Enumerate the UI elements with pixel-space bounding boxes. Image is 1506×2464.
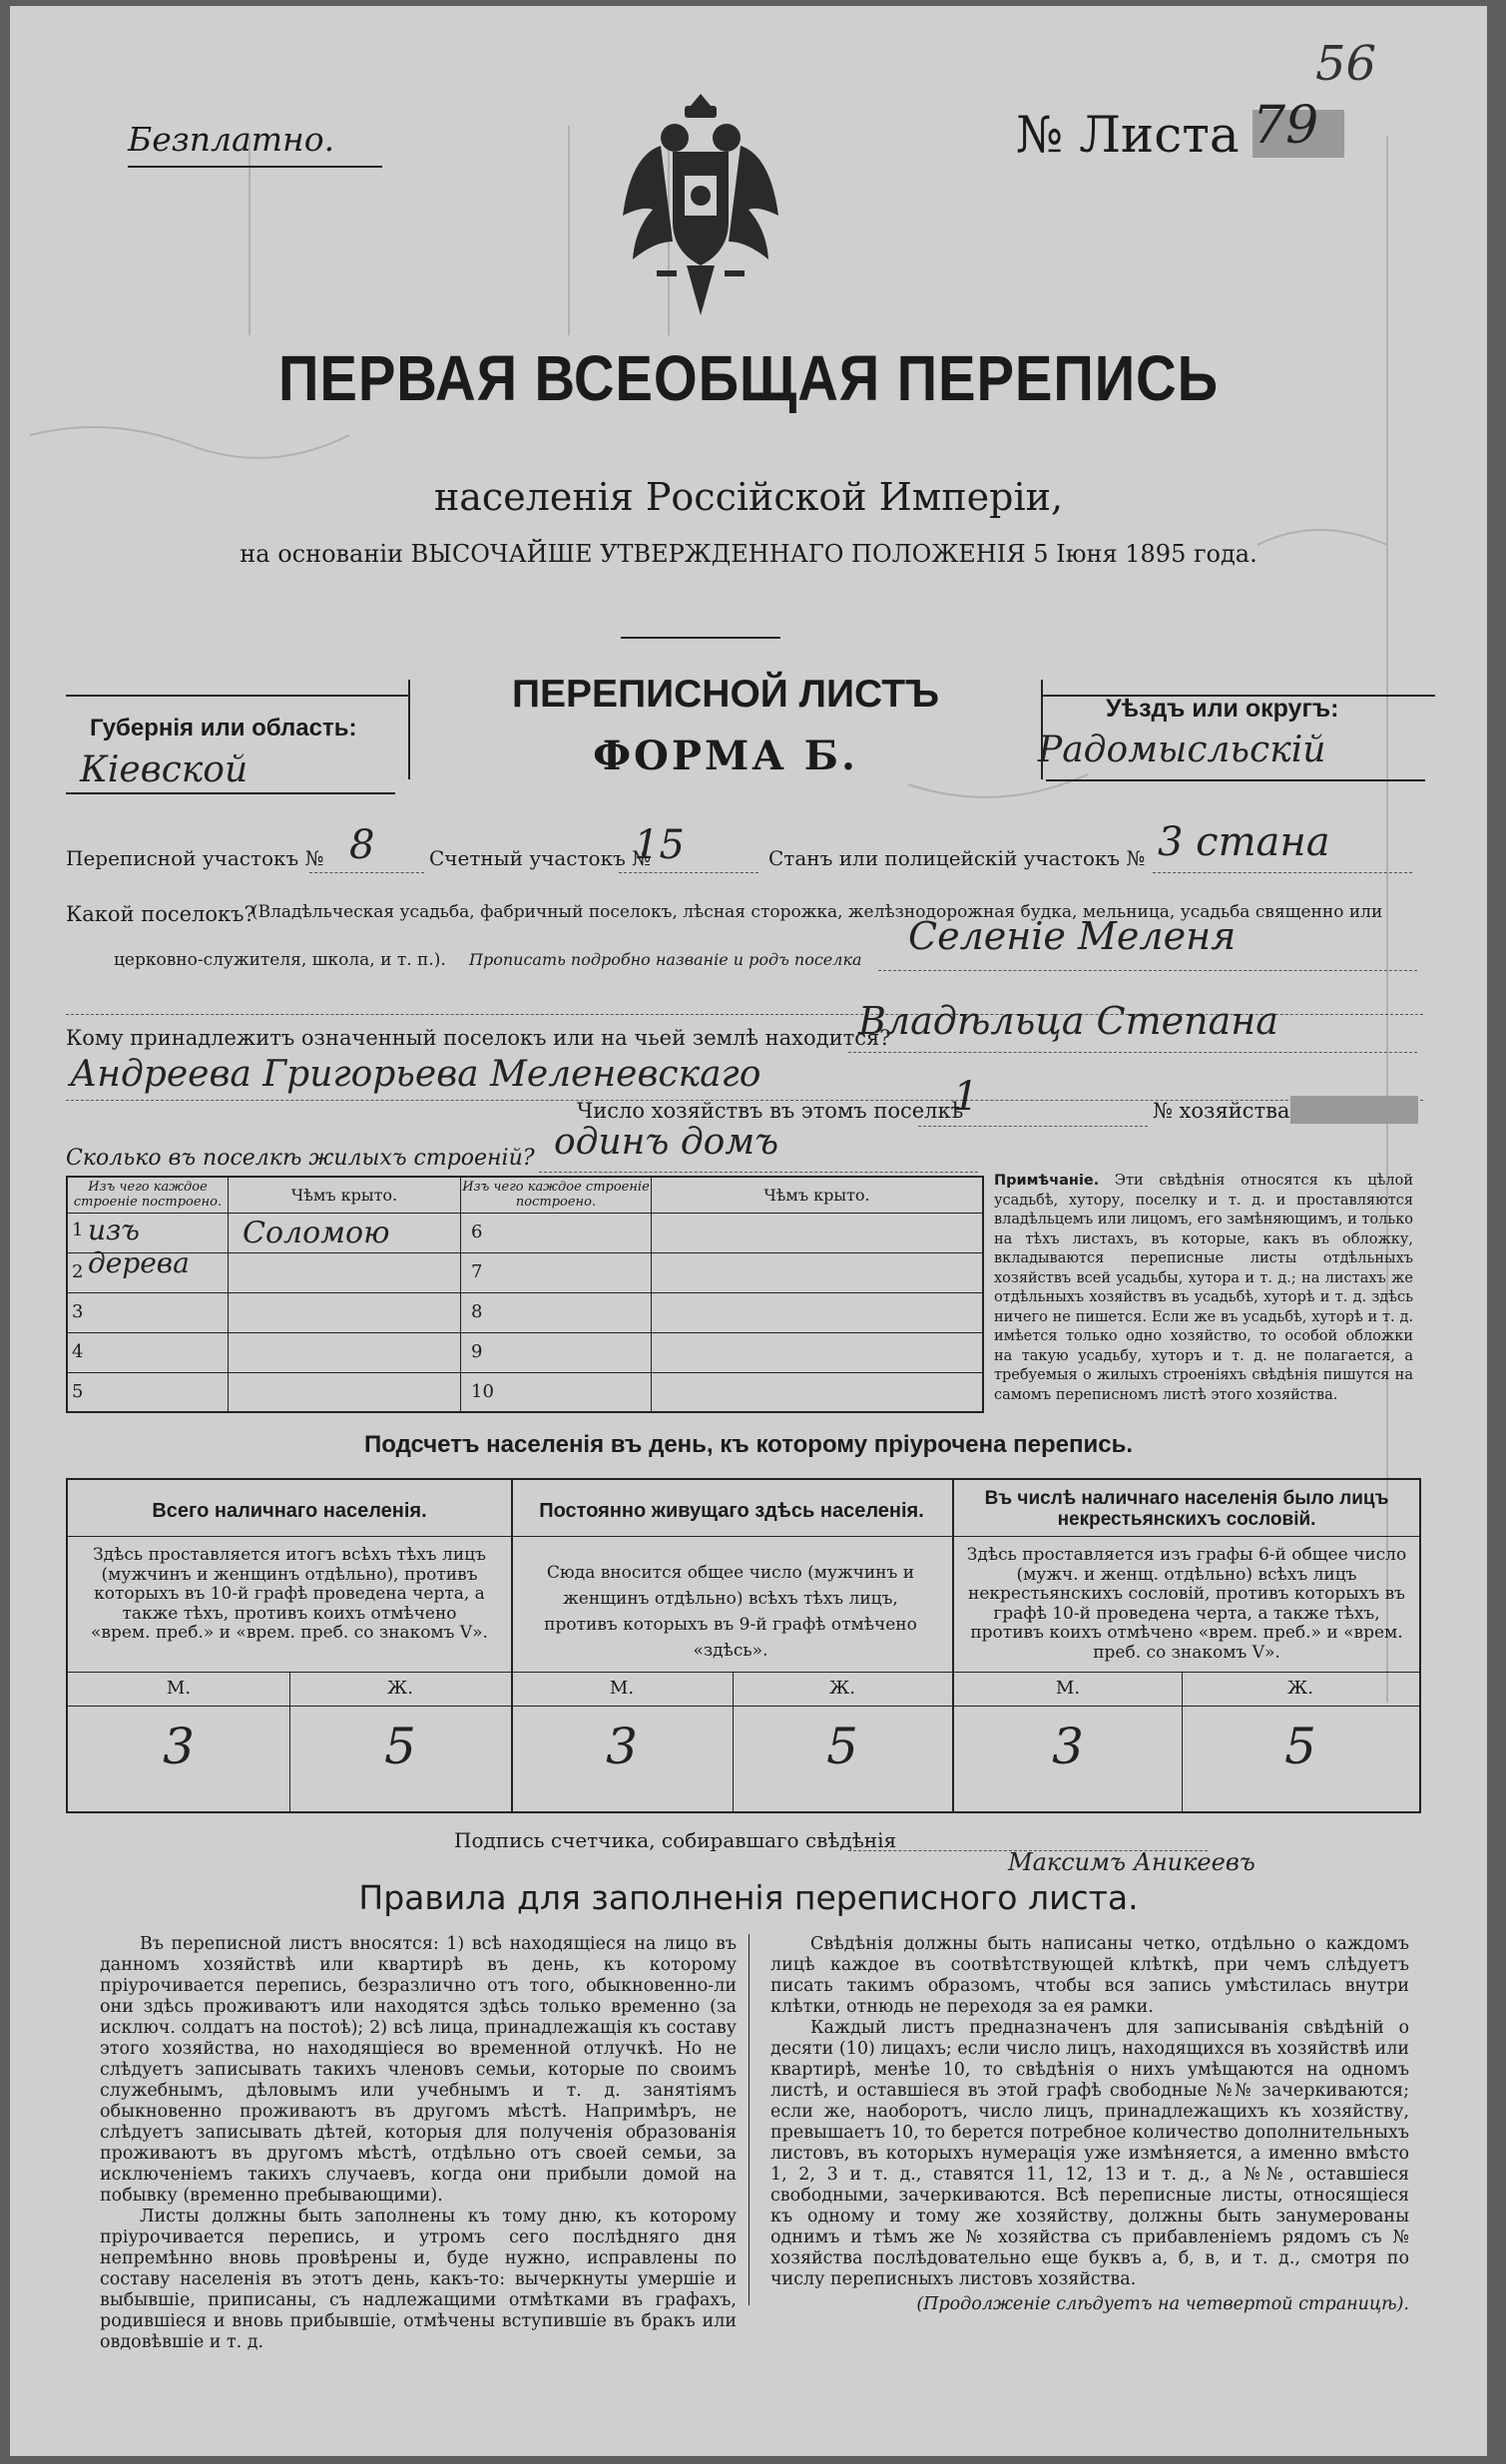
- household-no-box[interactable]: [1290, 1096, 1418, 1124]
- census-district-line: [309, 872, 424, 873]
- building-row-7-material[interactable]: [461, 1252, 652, 1292]
- building-row-1-material[interactable]: [67, 1213, 229, 1279]
- household-no-label: № хозяйства: [1153, 1099, 1290, 1123]
- settlement-value[interactable]: Селеніе Меленя: [908, 914, 1237, 958]
- gubernia-label: Губернія или область:: [90, 715, 357, 741]
- buildings-col-roof: Чѣмъ крыто.: [229, 1177, 461, 1213]
- tally-col-nonpeasant-text: Здѣсь проставляется изъ графы 6-й общее число (мужч. и женщ. отдѣльно) всѣхъ лицъ некрестьянскихъ сословій, противъ которыхъ въ графѣ 10-й проведена черта, а также тѣхъ, противъ коихъ отмѣчено «врем. преб.» и «врем. преб. со знакомъ V».: [966, 1545, 1407, 1663]
- rules-right-paragraph-2: Каждый листъ предназначенъ для записыванія свѣдѣній о десяти (10) лицахъ; если число лицъ, находящихся въ хозяйствѣ или квартирѣ, менѣе 10, то свѣдѣнія о нихъ умѣщаются на одномъ листѣ, и оставшіеся въ этой графѣ свободные №№ зачеркиваются; если же, наоборотъ, число лицъ, принадлежащихъ къ хозяйству, превышаетъ 10, то берется потребное количество дополнительныхъ листовъ, въ которыхъ нумерація уже измѣняется, а именно вмѣсто 1, 2, 3 и т. д., ставятся 11, 12, 13 и т. д., а №№, оставшіеся свободными, зачеркиваются. Всѣ переписные листы, относящіеся къ одному и тому же хозяйству, должны быть занумерованы однимъ и тѣмъ же № хозяйства съ прибавленіемъ рядомъ съ № хозяйства послѣдовательно еще буквъ а, б, в, и т. д., смотря по числу переписныхъ листовъ хозяйства.: [770, 2018, 1409, 2289]
- resident-female-value[interactable]: 5: [826, 1718, 858, 1775]
- building-row-2-material[interactable]: [67, 1252, 229, 1292]
- tally-m-label: М.: [166, 1678, 192, 1699]
- signature-label: Подпись счетчика, собиравшаго свѣдѣнія: [454, 1828, 897, 1852]
- tally-col-nonpeasant-title: Въ числѣ наличнаго населенія было лицъ некрестьянскихъ сословій.: [984, 1488, 1389, 1530]
- tally-col-resident-title: Постоянно живущаго здѣсь населенія.: [539, 1500, 924, 1522]
- row-number: 3: [72, 1300, 84, 1322]
- building-row-5-roof[interactable]: [229, 1372, 461, 1412]
- legal-basis: на основаніи ВЫСОЧАЙШЕ УТВЕРЖДЕННАГО ПОЛОЖЕНІЯ 5 Іюня 1895 года.: [240, 540, 1257, 568]
- signature-value[interactable]: Максимъ Аникеевъ: [1008, 1848, 1255, 1876]
- rules-column-divider: [749, 1934, 750, 2305]
- uezd-label: Уѣздъ или округъ:: [1106, 695, 1339, 723]
- buildings-col-material-2: Изъ чего каждое строеніе построено.: [461, 1177, 652, 1213]
- building-row-8-roof[interactable]: [652, 1292, 984, 1332]
- census-district-label: Переписной участокъ №: [66, 846, 324, 870]
- building-row-9-roof[interactable]: [652, 1332, 984, 1372]
- uezd-underline: [1046, 779, 1425, 781]
- tally-f-label: Ж.: [829, 1678, 855, 1699]
- count-district-label: Счетный участокъ №: [429, 846, 652, 870]
- rules-continued: (Продолженіе слѣдуетъ на четвертой страницѣ).: [916, 2294, 1409, 2314]
- building-row-4-material[interactable]: [67, 1332, 229, 1372]
- resident-male-value[interactable]: 3: [606, 1718, 638, 1775]
- households-label: Число хозяйствъ въ этомъ поселкѣ: [577, 1099, 964, 1123]
- tally-col-resident-text: Сюда вносится общее число (мужчинъ и женщинъ отдѣльно) всѣхъ тѣхъ лицъ, противъ которыхъ въ 9-й графѣ отмѣчено «здѣсь».: [544, 1563, 917, 1661]
- buildings-value[interactable]: одинъ домъ: [554, 1122, 779, 1163]
- row-number: 10: [471, 1380, 494, 1402]
- buildings-label: Сколько въ поселкѣ жилыхъ строеній?: [66, 1146, 535, 1171]
- census-district-value[interactable]: 8: [349, 822, 375, 868]
- households-line: [918, 1126, 1148, 1127]
- count-district-line: [619, 872, 758, 873]
- building-row-10-roof[interactable]: [652, 1372, 984, 1412]
- rules-title: Правила для заполненія переписного листа.: [358, 1878, 1139, 1917]
- stan-label: Станъ или полицейскій участокъ №: [768, 846, 1146, 870]
- stan-line: [1153, 872, 1412, 873]
- buildings-line: [539, 1172, 978, 1173]
- gubernia-value[interactable]: Кіевской: [80, 749, 249, 790]
- tally-f-label: Ж.: [1287, 1678, 1313, 1699]
- tally-f-label: Ж.: [387, 1678, 413, 1699]
- settlement-hint: (Владѣльческая усадьба, фабричный поселокъ, лѣсная сторожка, желѣзнодорожная будка, мельница, усадьба священно или: [251, 902, 1383, 922]
- archive-page-number: 56: [1315, 36, 1377, 92]
- rules-left-column: [100, 1934, 737, 2353]
- households-value[interactable]: 1: [953, 1074, 979, 1120]
- tally-mf-rule: [68, 1672, 1419, 1673]
- rules-left-paragraph-2: Листы должны быть заполнены къ тому дню, къ которому пріурочивается перепись, и утромъ сего послѣдняго дня непремѣнно вновь провѣрены и, буде нужно, исправлены по составу населенія въ этотъ день, какъ-то: вычеркнуты умершіе и выбывшіе, приписаны, съ надлежащими отмѣтками въ графахъ, родившіеся и вновь прибывшіе, отмѣчены вступившіе въ бракъ или овдовѣвшіе и т. д.: [100, 2207, 737, 2352]
- tally-header-rule: [954, 1536, 1419, 1537]
- building-row-7-roof[interactable]: [652, 1252, 984, 1292]
- building-row-1-roof[interactable]: Соломою: [229, 1213, 461, 1252]
- building-row-6-roof[interactable]: [652, 1213, 984, 1252]
- sheet-number-value[interactable]: 79: [1253, 96, 1319, 156]
- owner-line-1: [848, 1052, 1417, 1053]
- settlement-hint-3: Прописать подробно названіе и родъ поселка: [469, 950, 862, 969]
- free-label: Безплатно.: [128, 120, 335, 159]
- building-row-9-material[interactable]: [461, 1332, 652, 1372]
- form-name: ФОРМА Б.: [593, 733, 858, 779]
- building-material-value: изъ дерева: [88, 1213, 190, 1279]
- row-number: 7: [471, 1260, 483, 1282]
- settlement-hint-2: церковно-служителя, школа, и т. п.).: [114, 950, 446, 970]
- row-number: 5: [72, 1380, 84, 1402]
- sheet-title: ПЕРЕПИСНОЙ ЛИСТЪ: [512, 673, 939, 716]
- owner-value-1[interactable]: Владѣльца Степана: [858, 999, 1278, 1043]
- nonpeasant-female-value[interactable]: 5: [1284, 1718, 1316, 1775]
- uezd-value[interactable]: Радомысльскій: [1038, 730, 1326, 770]
- gubernia-top-rule: [66, 695, 410, 697]
- rules-right-column: [770, 1934, 1409, 2315]
- sheet-number-label: № Листа: [1016, 106, 1240, 164]
- tally-col-present-title: Всего наличнаго населенія.: [152, 1500, 427, 1522]
- building-row-4-roof[interactable]: [229, 1332, 461, 1372]
- buildings-col-roof-2: Чѣмъ крыто.: [652, 1177, 984, 1213]
- rules-left-paragraph-1: Въ переписной листъ вносятся: 1) всѣ находящіеся на лицо въ данномъ хозяйствѣ или квартирѣ въ день, къ которому пріурочивается перепись, безразлично отъ того, обыкновенно-ли они здѣсь проживаютъ или находятся здѣсь только временно (за исключ. солдатъ на постоѣ); 2) всѣ лица, принадлежащія къ составу этого хозяйства, но находящіеся во временной отлучкѣ. Но не слѣдуетъ записывать такихъ членовъ семьи, которые по своимъ служебнымъ, дѣловымъ или учебнымъ и т. д. занятіямъ обыкновенно проживаютъ въ другомъ мѣстѣ. Напримѣръ, не слѣдуетъ записывать дѣтей, которыя для полученія образованія проживаютъ въ другомъ мѣстѣ, отдѣльно отъ своей семьи, за исключеніемъ такихъ случаевъ, когда они прибыли домой на побывку (временно пребывающими).: [100, 1934, 737, 2206]
- free-underline: [128, 166, 382, 168]
- building-row-3-roof[interactable]: [229, 1292, 461, 1332]
- owner-value-2[interactable]: Андреева Григорьева Меленевскаго: [70, 1054, 761, 1095]
- note-label: Примѣчаніе.: [994, 1173, 1100, 1189]
- row-number: 6: [471, 1221, 483, 1242]
- imperial-eagle-emblem: [621, 86, 780, 325]
- present-male-value[interactable]: 3: [163, 1718, 195, 1775]
- census-sheet: [10, 6, 1487, 2456]
- owner-label: Кому принадлежитъ означенный поселокъ или на чьей землѣ находится?: [66, 1026, 891, 1050]
- buildings-col-material: Изъ чего каждое строеніе построено.: [67, 1177, 229, 1213]
- count-district-value[interactable]: 15: [634, 822, 685, 868]
- row-number: 2: [72, 1260, 84, 1282]
- note-block: [994, 1172, 1413, 1405]
- gubernia-side-rule: [408, 680, 410, 779]
- buildings-table: [66, 1176, 984, 1413]
- tally-m-label: М.: [1055, 1678, 1081, 1699]
- tally-heading: Подсчетъ населенія въ день, къ которому пріурочена перепись.: [364, 1431, 1133, 1458]
- tally-header-rule: [511, 1536, 952, 1537]
- nonpeasant-male-value[interactable]: 3: [1052, 1718, 1084, 1775]
- building-row-2-roof[interactable]: [229, 1252, 461, 1292]
- row-number: 8: [471, 1300, 483, 1322]
- building-row-3-material[interactable]: [67, 1292, 229, 1332]
- rules-right-paragraph-1: Свѣдѣнія должны быть написаны четко, отдѣльно о каждомъ лицѣ каждое въ соотвѣтствующей клѣткѣ, при чемъ слѣдуетъ писать такимъ образомъ, чтобы вся запись умѣстилась внутри клѣтки, отнюдь не переходя за ея рамки.: [770, 1934, 1409, 2017]
- row-number: 4: [72, 1340, 84, 1362]
- building-row-10-material[interactable]: [461, 1372, 652, 1412]
- stan-value[interactable]: 3 стана: [1158, 819, 1330, 865]
- tally-col-present-text: Здѣсь проставляется итогъ всѣхъ тѣхъ лицъ (мужчинъ и женщинъ отдѣльно), противъ которыхъ въ 10-й графѣ проведена черта, а также тѣхъ, противъ коихъ отмѣчено «врем. преб.» и «врем. преб. со знакомъ V».: [91, 1545, 488, 1643]
- tally-m-label: М.: [609, 1678, 635, 1699]
- census-subtitle: населенія Россійской Имперіи,: [433, 475, 1064, 519]
- gubernia-underline: [66, 792, 395, 794]
- settlement-line: [878, 970, 1417, 971]
- building-row-8-material[interactable]: [461, 1292, 652, 1332]
- tally-table: [66, 1478, 1421, 1813]
- present-female-value[interactable]: 5: [384, 1718, 416, 1775]
- census-title: ПЕРВАЯ ВСЕОБЩАЯ ПЕРЕПИСЬ: [278, 342, 1219, 414]
- tally-values-rule: [68, 1706, 1419, 1707]
- row-number: 9: [471, 1340, 483, 1362]
- building-row-6-material[interactable]: [461, 1213, 652, 1252]
- note-text: Эти свѣдѣнія относятся къ цѣлой усадьбѣ, хутору, поселку и т. д. и проставляются владѣльцемъ или лицомъ, его замѣняющимъ, и только на тѣхъ листахъ, въ которые, какъ въ обложку, вкладываются переписные листы отдѣльныхъ хозяйствъ всей усадьбы, хутора и т. д.; на листахъ же отдѣльныхъ хозяйствъ въ усадьбѣ, хуторѣ и т. д. здѣсь ничего не пишется. Если же въ усадьбѣ, хуторѣ и т. д. имѣется только одно хозяйство, то особой обложки на такую усадьбу, хуторъ и т. д. не полагается, а требуемыя о жилыхъ строеніяхъ свѣдѣнія пишутся на самомъ переписномъ листѣ этого хозяйства.: [994, 1173, 1413, 1403]
- title-divider: [621, 637, 780, 639]
- row-number: 1: [72, 1219, 84, 1240]
- building-row-5-material[interactable]: [67, 1372, 229, 1412]
- tally-header-rule: [68, 1536, 511, 1537]
- settlement-label: Какой поселокъ?: [66, 902, 255, 926]
